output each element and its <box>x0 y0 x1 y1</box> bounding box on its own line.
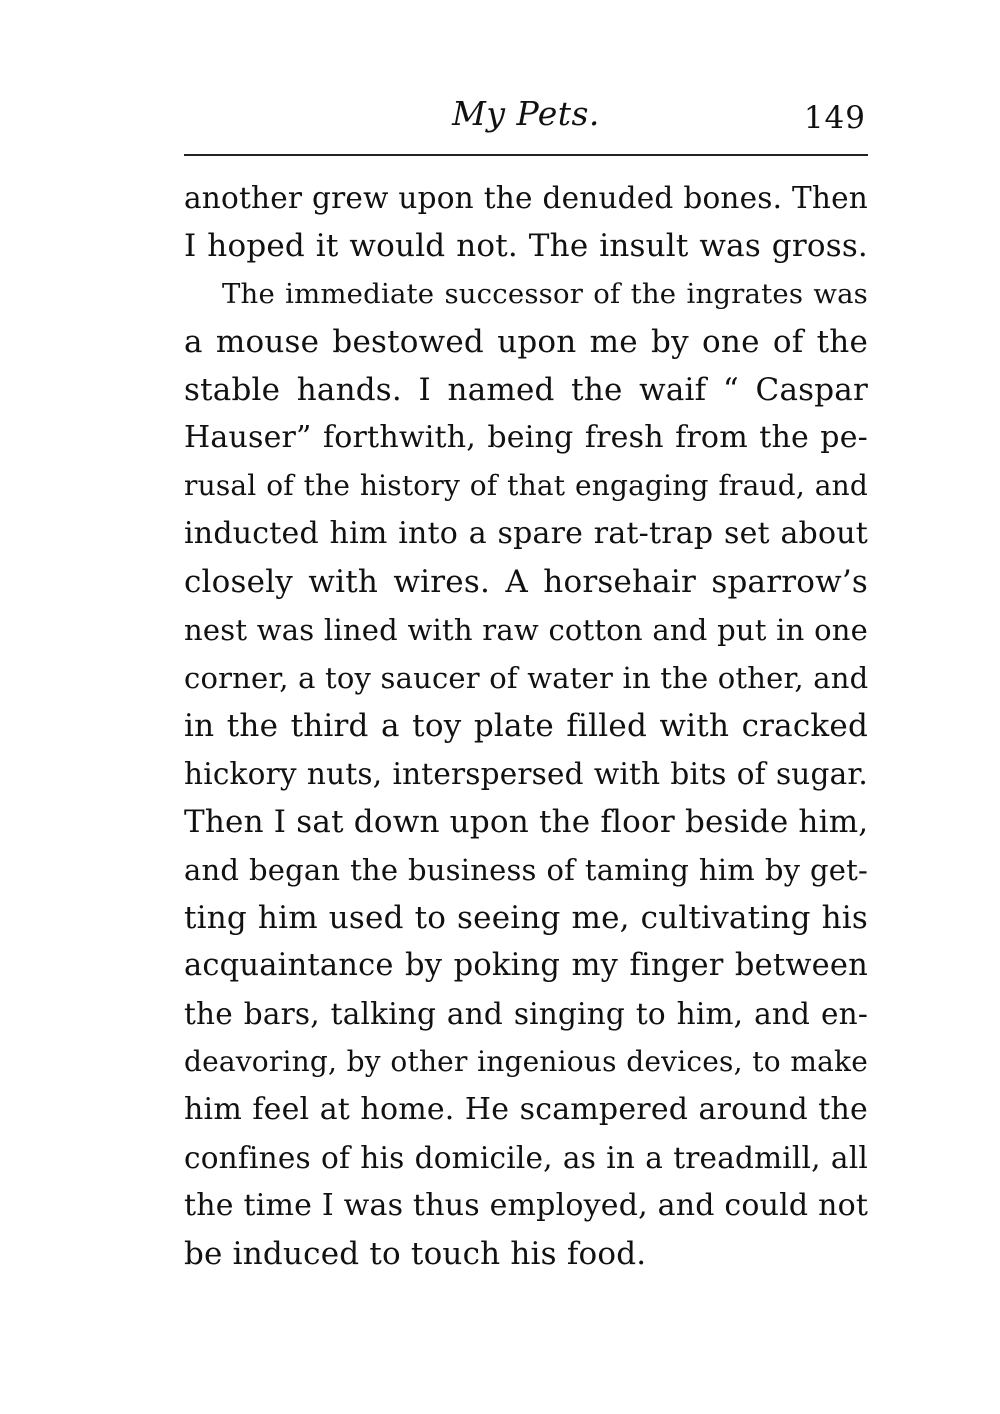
text-line: inducted him into a spare rat-trap set about <box>184 516 868 551</box>
text-line: nest was lined with raw cotton and put in one <box>184 613 868 647</box>
running-title: My Pets. <box>452 94 600 133</box>
text-line: him feel at home. He scampered around the <box>184 1092 868 1127</box>
text-line: a mouse bestowed upon me by one of the <box>184 324 868 360</box>
text-line: acquaintance by poking my finger between <box>184 948 868 983</box>
text-line: hickory nuts, interspersed with bits of sugar. <box>184 757 868 791</box>
body-text <box>184 174 868 1278</box>
text-line: and began the business of taming him by get- <box>184 853 868 887</box>
text-line: the bars, talking and singing to him, and en- <box>184 997 868 1031</box>
text-line: another grew upon the denuded bones. Then <box>184 181 868 215</box>
text-line: closely with wires. A horsehair sparrow’s <box>184 564 868 600</box>
paragraph-first-line: The immediate successor of the ingrates was <box>222 278 868 310</box>
text-line: stable hands. I named the waif “ Caspar <box>184 372 868 408</box>
page-number: 149 <box>803 100 866 136</box>
text-line: in the third a toy plate filled with cracked <box>184 708 868 744</box>
text-line: deavoring, by other ingenious devices, to make <box>184 1045 868 1078</box>
text-line: Then I sat down upon the floor beside him, <box>184 804 869 840</box>
text-line: the time I was thus employed, and could not <box>184 1188 869 1223</box>
text-line: ting him used to seeing me, cultivating his <box>184 900 868 936</box>
text-line: I hoped it would not. The insult was gross. <box>184 228 868 264</box>
text-line: Hauser” forthwith, being fresh from the pe- <box>184 420 868 455</box>
paragraph-last-line: be induced to touch his food. <box>184 1236 647 1272</box>
header-rule <box>184 154 868 156</box>
text-line: confines of his domicile, as in a treadmill, all <box>184 1141 868 1175</box>
page-header <box>184 92 868 148</box>
text-line: corner, a toy saucer of water in the other, and <box>184 661 869 695</box>
text-line: rusal of the history of that engaging fraud, and <box>184 469 868 502</box>
